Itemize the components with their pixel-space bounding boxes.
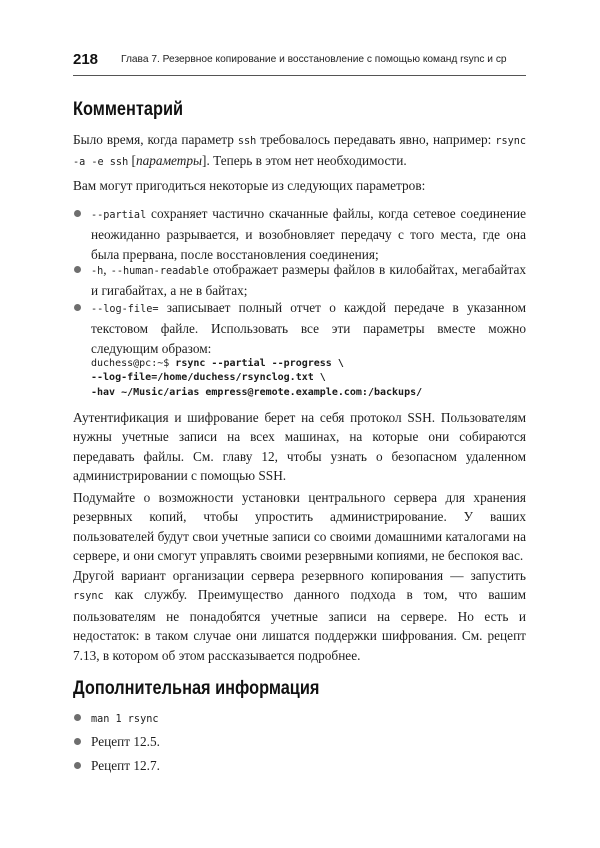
bullet-icon [74, 738, 81, 745]
section-title-comment: Комментарий [73, 99, 184, 120]
inline-code: --human-readable [110, 266, 209, 277]
paragraph-rsync-service: Другой вариант организации сервера резервного копирования — запустить rsync как службу. Преимущество данного подхода в том, что вашим пользователям не понадобятся учетные записи на сервере. Но есть и недостаток: в таком случае они лишатся поддержки шифрования. См. рецепт 7.13, в котором об этом рассказывается подробнее. [73, 568, 526, 663]
bullet-icon [74, 762, 81, 769]
list-item: Рецепт 12.7. [91, 756, 526, 775]
bullet-icon [74, 714, 81, 721]
page-number: 218 [73, 51, 99, 68]
inline-code: ssh [237, 136, 257, 147]
inline-code: -h [91, 266, 104, 277]
list-item: --partial сохраняет частично скачанные файлы, когда сетевое соединение неожиданно разрывается, и возобновляет передачу с того места, где она была прервана, после восстановления соединения; [91, 204, 526, 264]
inline-code: --partial [91, 210, 147, 221]
paragraph-options-intro: Вам могут пригодиться некоторые из следующих параметров: [73, 178, 426, 193]
list-item: -h, --human-readable отображает размеры файлов в килобайтах, мегабайтах и гигабайтах, а не в байтах; [91, 260, 526, 301]
bullet-icon [74, 304, 81, 311]
page-header [73, 49, 526, 76]
inline-code: man 1 rsync [91, 714, 159, 725]
emphasis: параметры [135, 153, 203, 169]
section-title-more-info: Дополнительная информация [73, 678, 320, 699]
bullet-icon [74, 210, 81, 217]
paragraph-central-server: Подумайте о возможности установки центрального сервера для хранения резервных копий, чтобы упростить администрирование. У ваших пользователей будут свои учетные записи со своими домашними каталогами на сервере, и они смогут управлять своими резервными копиями, не беспокоя вас. [73, 490, 526, 564]
list-item: --log-file= записывает полный отчет о каждой передаче в указанном текстовом файле. Использовать все эти параметры вместе можно следующим образом: [91, 298, 526, 358]
inline-code: rsync [73, 591, 104, 603]
list-item: Рецепт 12.5. [91, 732, 526, 751]
list-item [91, 708, 526, 729]
code-block [91, 357, 422, 400]
running-head: Глава 7. Резервное копирование и восстановление с помощью команд rsync и cp [121, 54, 507, 65]
paragraph-auth: Аутентификация и шифрование берет на себя протокол SSH. Пользователям нужны учетные записи на всех машинах, на которые они собираются передавать файлы. См. главу 12, чтобы узнать о безопасном удаленном администрировании с помощью SSH. [73, 410, 526, 484]
shell-prompt: duchess@pc:~$ [91, 358, 176, 369]
inline-code: rsync -a -e ssh [73, 136, 526, 169]
bullet-icon [74, 266, 81, 273]
code-line: rsync --partial --progress \ [175, 358, 344, 369]
code-line: --log-file=/home/duchess/rsynclog.txt \ [91, 372, 326, 384]
inline-code: --log-file= [91, 304, 159, 315]
paragraph-ssh: Было время, когда параметр ssh требовалось передавать явно, например: rsync -a -e ssh [параметры]. Теперь в этом нет необходимости. [73, 132, 526, 169]
code-line: -hav ~/Music/arias empress@remote.example.com:/backups/ [91, 386, 423, 398]
